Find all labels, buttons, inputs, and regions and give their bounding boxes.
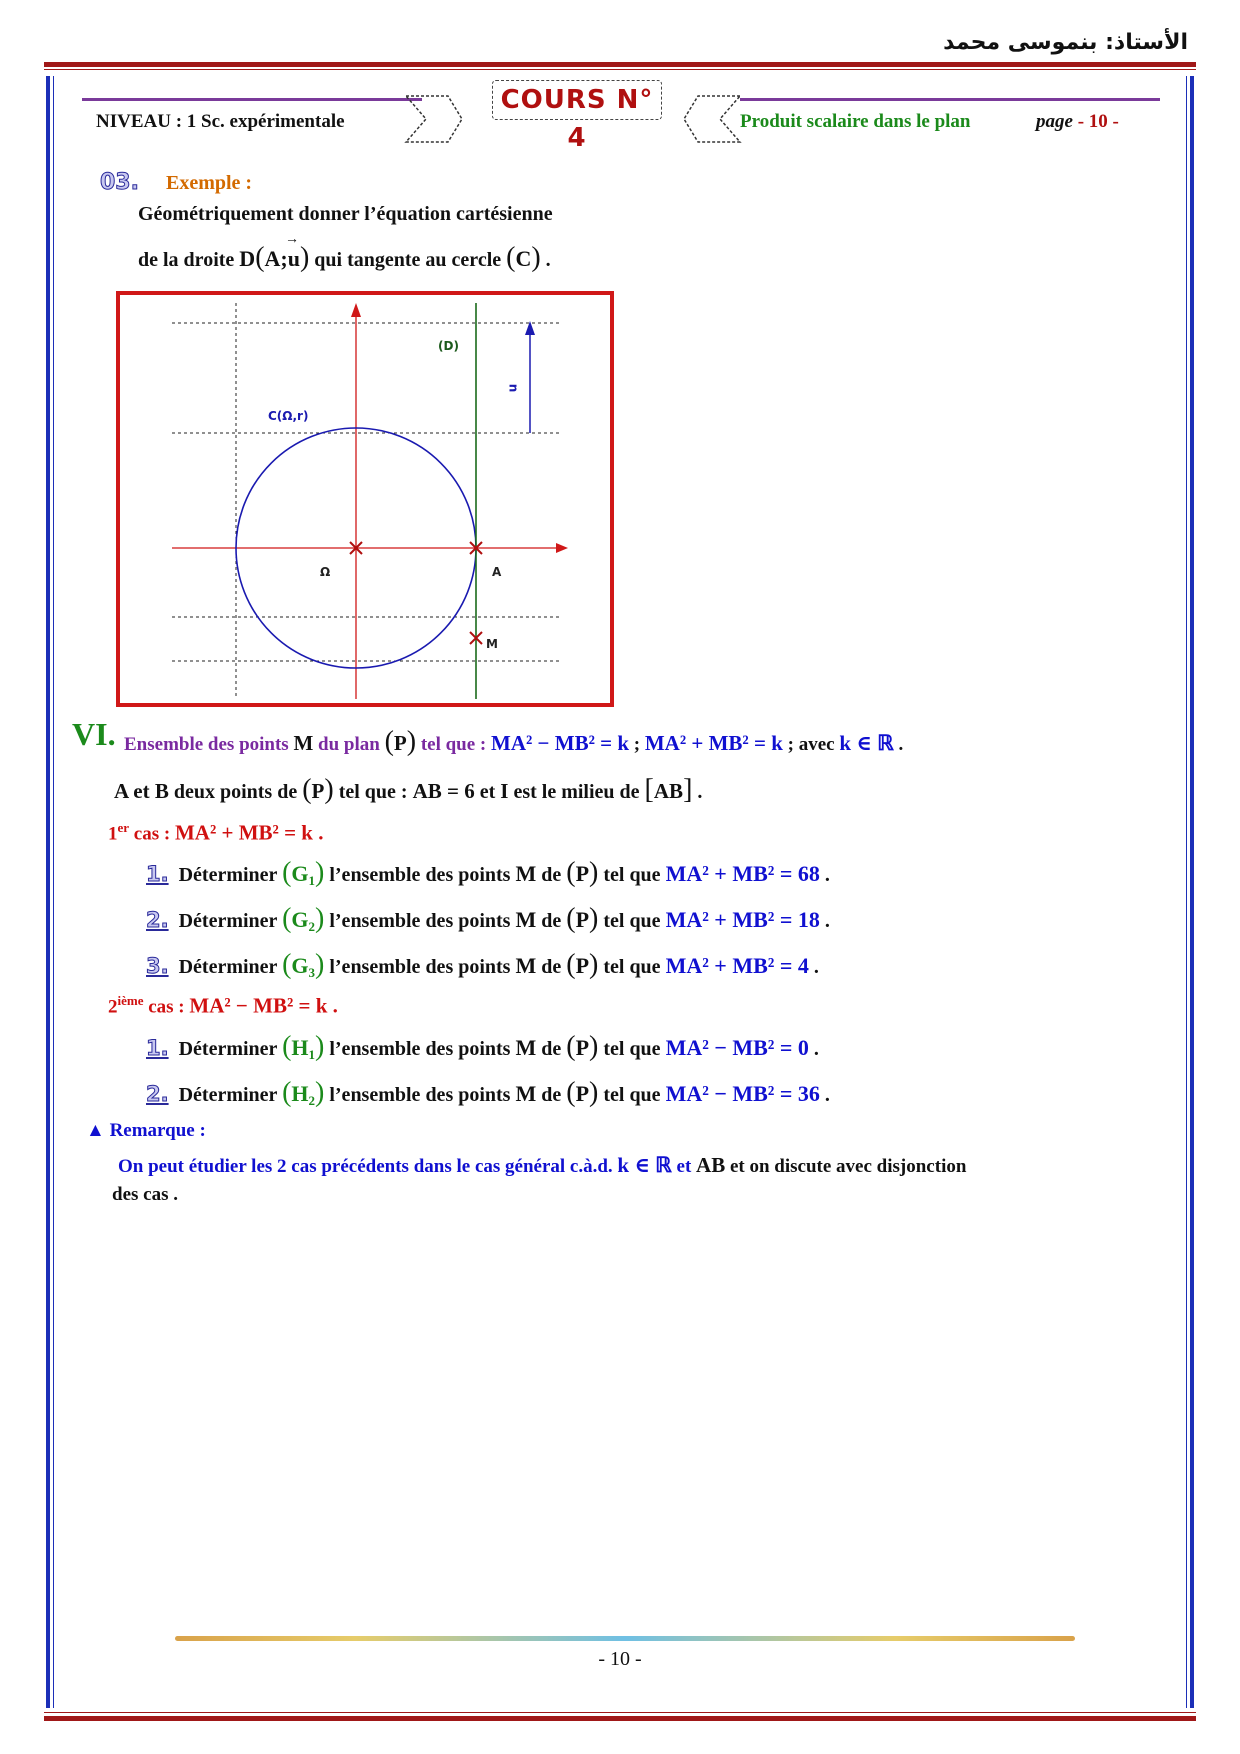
sec-sep: ; [633, 734, 641, 755]
niveau: NIVEAU : 1 Sc. expérimentale [96, 111, 345, 132]
bottom-rule [44, 1716, 1196, 1721]
item-p-close: ) [589, 949, 599, 980]
remark-heading [86, 1120, 206, 1142]
case1-item-2 [146, 903, 830, 935]
item-sub: 3 [308, 965, 316, 980]
item-sub: 2 [308, 919, 316, 934]
item-det: Déterminer [178, 956, 278, 978]
ex-A-u-text: A;u [264, 246, 300, 271]
item-M: M [515, 861, 537, 886]
ex-text-a: de la droite [138, 249, 235, 271]
vector-arrow-icon: → [284, 232, 299, 247]
sec-avec: avec [798, 734, 835, 755]
remark-line1 [118, 1152, 1178, 1178]
sec-title-M: M [293, 731, 314, 755]
item-M: M [515, 1035, 537, 1060]
case2-num: 2 [108, 996, 118, 1018]
x-axis-arrow [556, 543, 568, 553]
y-axis-arrow [351, 303, 361, 317]
item-p-close: ) [589, 1031, 599, 1062]
intro-p-close: ) [324, 774, 334, 805]
item-end: . [824, 864, 830, 886]
intro-I: I [500, 779, 509, 803]
triangle-icon: ▲ [86, 1120, 105, 1141]
case2-item-1 [146, 1031, 819, 1063]
item-eq: MA² + MB² = 18 [665, 907, 820, 932]
item-tq: tel que [603, 1084, 661, 1106]
intro-P: P [311, 779, 325, 803]
case1-num: 1 [108, 823, 118, 845]
intro-AB: AB [653, 779, 684, 803]
case1-item-3 [146, 949, 819, 981]
item-paren-close: ) [315, 857, 325, 888]
item-p-open: ( [566, 857, 576, 888]
sec-sep2: ; [787, 734, 794, 755]
ex-C: C [515, 246, 532, 271]
item-set: G [291, 953, 309, 978]
intro-h: est le milieu de [513, 781, 640, 803]
chapter-title: Produit scalaire dans le plan [740, 111, 971, 132]
intro-AB6: AB = 6 [412, 779, 475, 803]
item-sub: 2 [308, 1093, 316, 1108]
label-M: M [486, 637, 498, 651]
label-A: A [492, 565, 502, 579]
item-paren-close: ) [315, 1077, 325, 1108]
left-border [46, 76, 50, 1708]
top-rule-thin [44, 69, 1196, 70]
left-border-thin [53, 76, 54, 1708]
author: الأستاذ: بنموسى محمد [943, 30, 1188, 55]
paren-close2: ) [531, 242, 541, 273]
item-p-close: ) [589, 903, 599, 934]
intro-b: deux points de [173, 781, 298, 803]
item-tq: tel que [603, 864, 661, 886]
remark-kR: k ∈ ℝ [617, 1153, 672, 1177]
item-paren-close: ) [315, 1031, 325, 1062]
item-de: de [541, 1084, 562, 1106]
item-p-open: ( [566, 903, 576, 934]
sec-title-e: tel que : [420, 734, 487, 755]
sec-title-P: P [393, 731, 407, 755]
item-P: P [575, 861, 590, 886]
item-paren-open: ( [282, 857, 292, 888]
case1-label [108, 820, 323, 845]
bracket-close: ] [683, 774, 693, 805]
intro-et: et [479, 781, 496, 803]
item-tq: tel que [603, 910, 661, 932]
label-u: u [505, 383, 520, 393]
cours-label: COURS [500, 85, 607, 115]
intro-dot: . [697, 781, 703, 803]
right-border [1190, 76, 1194, 1708]
item-set: H [291, 1035, 309, 1060]
sec-dot: . [898, 734, 904, 755]
item-de: de [541, 1038, 562, 1060]
item-ens: l’ensemble des points [329, 1084, 511, 1106]
header-line-right [740, 98, 1160, 101]
example-line2 [138, 232, 551, 274]
item-p-close: ) [589, 857, 599, 888]
paren-close: ) [299, 242, 310, 273]
item-num: 1. [146, 862, 169, 886]
item-ens: l’ensemble des points [329, 864, 511, 886]
ex-D: D [239, 246, 256, 271]
item-paren-open: ( [282, 1077, 292, 1108]
item-paren-open: ( [282, 903, 292, 934]
item-eq: MA² − MB² = 36 [665, 1081, 820, 1106]
figure-box [116, 291, 614, 707]
case2-item-2 [146, 1077, 830, 1109]
case1-sup: er [117, 820, 130, 835]
page-word: page [1036, 111, 1073, 132]
item-num: 2. [146, 908, 169, 932]
item-num: 2. [146, 1082, 169, 1106]
item-num: 3. [146, 954, 169, 978]
paren-open: ( [255, 242, 265, 273]
item-p-open: ( [566, 1077, 576, 1108]
case2-eq: MA² − MB² = k . [189, 993, 338, 1018]
label-circle: C(Ω,r) [268, 409, 309, 423]
bottom-rule-thin [44, 1712, 1196, 1713]
item-set: H [291, 1081, 309, 1106]
item-paren-close: ) [315, 903, 325, 934]
item-det: Déterminer [178, 1084, 278, 1106]
item-P: P [575, 1081, 590, 1106]
page-label [1036, 111, 1119, 133]
paren-open2: ( [506, 242, 516, 273]
case1-eq: MA² + MB² = k . [174, 820, 324, 845]
example-number: 03. [100, 170, 139, 195]
item-set: G [291, 861, 309, 886]
ex-dot: . [545, 249, 551, 271]
header-line-left [82, 98, 422, 101]
footer-page-number: - 10 - [598, 1648, 642, 1670]
ex-text-d: qui tangente au cercle [314, 249, 502, 271]
remark-et: et [676, 1156, 692, 1177]
item-tq: tel que [603, 1038, 661, 1060]
top-rule [44, 62, 1196, 67]
intro-p-open: ( [302, 774, 312, 805]
item-P: P [575, 953, 590, 978]
remark-AB: AB [696, 1153, 726, 1177]
item-ens: l’ensemble des points [329, 910, 511, 932]
item-end: . [824, 910, 830, 932]
item-paren-close: ) [315, 949, 325, 980]
example-line1: Géométriquement donner l’équation cartésienne [138, 203, 553, 225]
item-M: M [515, 1081, 537, 1106]
cours-badge [492, 80, 662, 153]
item-det: Déterminer [178, 864, 278, 886]
sec-eq2: MA² + MB² = k [644, 731, 783, 755]
item-de: de [541, 956, 562, 978]
right-border-thin [1186, 76, 1187, 1708]
p-open: ( [384, 726, 394, 757]
item-num: 1. [146, 1036, 169, 1060]
ex-A-u [264, 232, 300, 271]
item-set: G [291, 907, 309, 932]
item-tq: tel que [603, 956, 661, 978]
p-close: ) [406, 726, 417, 757]
remark-label: Remarque : [109, 1120, 206, 1141]
item-de: de [541, 864, 562, 886]
item-M: M [515, 907, 537, 932]
page-number: - 10 - [1077, 111, 1119, 132]
item-de: de [541, 910, 562, 932]
footer-line [175, 1636, 1075, 1641]
item-end: . [824, 1084, 830, 1106]
item-eq: MA² − MB² = 0 [665, 1035, 809, 1060]
item-det: Déterminer [178, 910, 278, 932]
label-D: (D) [438, 339, 459, 353]
item-M: M [515, 953, 537, 978]
item-sub: 1 [308, 1047, 316, 1062]
section-title [124, 726, 903, 758]
sec-kR: k ∈ ℝ [839, 731, 894, 755]
case1-txt: cas : [133, 823, 171, 845]
item-ens: l’ensemble des points [329, 956, 511, 978]
sec-eq1: MA² − MB² = k [491, 731, 630, 755]
header-chevron-right [664, 94, 744, 144]
remark-text-a: On peut étudier les 2 cas précédents dans le cas général c.à.d. [118, 1156, 613, 1177]
item-sub: 1 [308, 873, 316, 888]
case2-txt: cas : [148, 996, 185, 1018]
item-p-open: ( [566, 949, 576, 980]
cours-number: N° 4 [567, 85, 654, 153]
sec-title-c: du plan [318, 734, 380, 755]
item-paren-open: ( [282, 1031, 292, 1062]
item-P: P [575, 907, 590, 932]
remark-line2: des cas . [112, 1184, 178, 1205]
section-intro [114, 774, 702, 806]
item-p-close: ) [589, 1077, 599, 1108]
case2-label [108, 993, 338, 1018]
intro-d: tel que : [338, 781, 408, 803]
remark-text-e: et on discute avec disjonction [729, 1156, 967, 1177]
figure-svg [120, 295, 610, 703]
item-eq: MA² + MB² = 4 [665, 953, 809, 978]
case2-sup: ième [117, 993, 144, 1008]
bracket-open: [ [644, 774, 654, 805]
sec-title-a: Ensemble des points [124, 734, 289, 755]
item-ens: l’ensemble des points [329, 1038, 511, 1060]
item-eq: MA² + MB² = 68 [665, 861, 820, 886]
item-p-open: ( [566, 1031, 576, 1062]
section-number: VI. [72, 716, 116, 752]
item-paren-open: ( [282, 949, 292, 980]
item-end: . [813, 956, 819, 978]
item-end: . [813, 1038, 819, 1060]
item-P: P [575, 1035, 590, 1060]
example-label: Exemple : [166, 172, 253, 194]
label-omega: Ω [320, 565, 331, 579]
header-chevron-left [404, 94, 484, 144]
case1-item-1 [146, 857, 830, 889]
item-det: Déterminer [178, 1038, 278, 1060]
intro-a: A et B [114, 779, 169, 803]
